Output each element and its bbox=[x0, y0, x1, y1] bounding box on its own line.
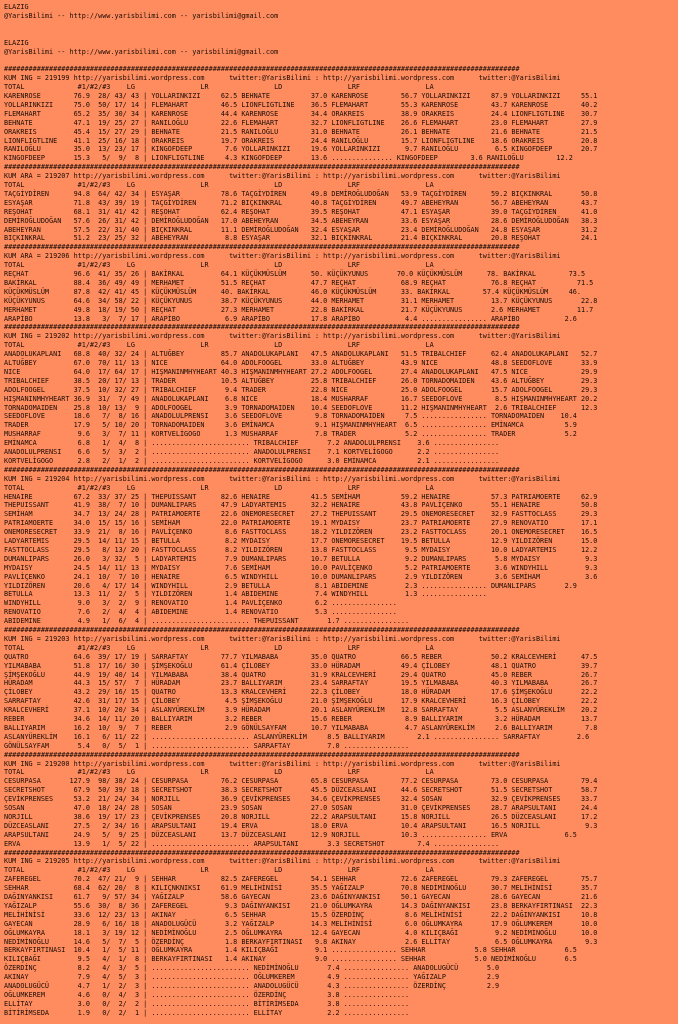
text-line: SEMİHAM 34.7 13/ 24/ 28 | PATRIAMOERTE 22.6 ONEMORESECRET 27.2 THEPUISSANT 29.5 ONEMORESECRET 32.9 FASTTOCLASS 29.3 bbox=[4, 510, 598, 519]
text-line: ZAFEREGEL 70.2 47/ 21/ 9 | SEHHAR 82.5 ZAFEREGEL 54.1 SEHHAR 72.6 ZAFEREGEL 79.3 ZAFEREGEL 75.7 bbox=[4, 875, 598, 884]
text-line: KUM ING = 219202 http://yarisbilimi.wordpress.com twitter:@YarisBilimi : http://yarisbilimi.wordpress.com twitter:@YarisBilimi bbox=[4, 332, 561, 341]
text-line: YOLLARINKIZI 75.0 50/ 17/ 14 | FLEMAHART 46.5 LIONFLIGTLINE 36.5 FLEMAHART 55.3 KARENROSE 43.7 KARENROSE 40.2 bbox=[4, 100, 598, 109]
text-line: AKINAY 7.9 4/ 5/ 3 | ........................ OĞLUMKEREM 4.9 ................ YAĞIZALP 2.9 bbox=[4, 973, 500, 982]
text-line: EMİNAMCA 6.8 1/ 4/ 8 | ........................ TRIBALCHIEF 7.2 ANADOLULPRENSI 3.6 ................ bbox=[4, 439, 500, 448]
text-line: ASLANYÜREKLİM 16.1 6/ 11/ 22 | ........................ ASLANYÜREKLİM 8.5 BALLIYARIM 2.1 ................ SARRAFTAY 2.6 bbox=[4, 732, 590, 741]
text-line: KUM ING = 219200 http://yarisbilimi.wordpress.com twitter:@YarisBilimi : http://yarisbilimi.wordpress.com twitter:@YarisBilimi bbox=[4, 759, 561, 768]
text-line: BETULLA 13.3 11/ 2/ 5 | YILDIZÖREN 1.4 ABIDEMINE 7.4 WINDYHILL 1.3 ................ bbox=[4, 590, 487, 599]
text-line: TOTAL #1/#2/#3 LG LR LD LRF LA bbox=[4, 483, 434, 492]
text-line: KUM ARA = 219207 http://yarisbilimi.wordpress.com twitter:@YarisBilimi : http://yarisbilimi.wordpress.com twitter:@YarisBilimi bbox=[4, 172, 561, 181]
text-line: BİTİRİMSEDA 1.9 0/ 2/ 1 | ........................ ELLİTAY 2.2 ................ bbox=[4, 1008, 410, 1017]
text-line: TOTAL #1/#2/#3 LG LR LD LRF LA bbox=[4, 83, 434, 92]
text-line: BALLIYARIM 16.2 10/ 9/ 7 | REBER 2.9 GÖNÜLSAYFAM 10.7 YILMABABA 4.7 ASLANYÜREKLİM 2.6 BALLIYARIM 7.8 bbox=[4, 723, 598, 732]
text-line: QUATRO 64.6 39/ 17/ 19 | SARRAFTAY 77.7 YILMABABA 35.0 QUATRO 66.5 REBER 50.2 KRALCEVHERİ 47.5 bbox=[4, 652, 598, 661]
text-line: ÖZERDİNÇ 8.2 4/ 3/ 5 | ........................ NEDİMİNOĞLU 7.4 ................ ANADOLUGÜCÜ 5.0 bbox=[4, 964, 500, 973]
text-line: ############################################################################################################################## bbox=[4, 848, 520, 857]
text-line: KINGOFDEEP 15.3 5/ 9/ 8 | LIONFLIGTLINE 4.3 KINGOFDEEP 13.6 ............... KINGOFDEEP 3.6 RANILOĞLU 12.2 bbox=[4, 154, 573, 163]
text-line: TOTAL #1/#2/#3 LG LR LD LRF LA bbox=[4, 866, 434, 875]
text-line: SOSAN 47.0 18/ 24/ 28 | SOSAN 23.9 SOSAN 27.0 SOSAN 31.0 ÇEVİKPRENSES 28.7 ARAPSULTANI 24.4 bbox=[4, 804, 598, 812]
text-line: ANADOLUKAPLANI 68.8 40/ 32/ 24 | ALTUĞBEY 85.7 ANADOLUKAPLANI 47.5 ANADOLUKAPLANI 51.5 TRIBALCHIEF 62.4 ANADOLUKAPLANI 52.7 bbox=[4, 350, 598, 359]
text-line: ############################################################################################################################## bbox=[4, 163, 520, 172]
text-line: TORNADOMAIDEN 25.8 10/ 13/ 9 | ADOLFOOGEL 3.9 TORNADOMAIDEN 10.4 SEEDOFLOVE 11.2 HIŞMANINMHYHEART 2.6 TRIBALCHIEF 12.3 bbox=[4, 403, 598, 412]
text-line: ELAZIG bbox=[4, 38, 29, 47]
text-line: ELAZIG bbox=[4, 3, 29, 11]
text-line: ESYAŞAR 71.8 43/ 39/ 19 | TAÇGİYDİREN 71.2 BIÇKINKRAL 40.8 TAÇGİYDİREN 49.7 ABEHEYRAN 56.7 ABEHEYRAN 43.7 bbox=[4, 198, 598, 207]
text-line: BIÇKINKRAL 51.2 23/ 25/ 32 | ABEHEYRAN 8.8 ESYAŞAR 32.1 BIÇKINKRAL 21.4 BIÇKINKRAL 20.8 REŞOHAT 24.1 bbox=[4, 234, 598, 243]
text-line: REŞOHAT 68.1 31/ 41/ 42 | REŞOHAT 62.4 REŞOHAT 39.5 REŞOHAT 47.1 ESYAŞAR 39.0 TAÇGİYDİREN 41.0 bbox=[4, 207, 598, 216]
text-line: DEMİROĞLUDOĞAN 57.6 26/ 31/ 42 | DEMİROĞLUDOĞAN 17.0 ABEHEYRAN 34.5 ABEHEYRAN 33.6 ESYAŞAR 28.6 DEMİROĞLUDOĞAN 38.3 bbox=[4, 216, 598, 225]
text-line: NORJILL 38.6 19/ 17/ 23 | ÇEVİKPRENSES 20.8 NORJILL 22.2 ARAPSULTANI 15.8 NORJILL 26.5 DÜZCEASLANI 17.2 bbox=[4, 812, 598, 821]
text-line: TOTAL #1/#2/#3 LG LR LD LRF LA bbox=[4, 768, 434, 777]
text-line: MYDAISY 24.5 14/ 11/ 13 | MYDAISY 7.6 SEMİHAM 10.0 PAVLİÇENKO 5.2 PATRIAMOERTE 3.6 WINDYHILL 9.3 bbox=[4, 563, 598, 572]
text-line: ABIDEMINE 4.9 1/ 6/ 4 | ........................ THEPUISSANT 1.7 ................ bbox=[4, 617, 410, 626]
text-line: MELİHİNİSİ 33.6 12/ 23/ 13 | AKINAY 6.5 SEHHAR 15.5 ÖZERDİNÇ 8.6 MELİHİNİSİ 22.2 DAĞINYANKISI 10.8 bbox=[4, 910, 598, 919]
text-line: KUM ARA = 219206 http://yarisbilimi.wordpress.com twitter:@YarisBilimi : http://yarisbilimi.wordpress.com twitter:@YarisBilimi bbox=[4, 252, 561, 261]
text-line: TOTAL #1/#2/#3 LG LR LD LRF LA bbox=[4, 341, 434, 350]
text-line: NICE 64.0 17/ 64/ 17 | HIŞMANINMHYHEART 40.3 HIŞMANINMHYHEART 27.2 ADOLFOOGEL 27.4 ANADOLUKAPLANI 47.5 NICE 29.9 bbox=[4, 367, 598, 376]
text-line: PATRIAMOERTE 34.0 15/ 15/ 16 | SEMİHAM 22.0 PATRIAMOERTE 19.1 MYDAISY 23.7 PATRIAMOERTE 27.9 RENOVATIO 17.1 bbox=[4, 519, 598, 528]
text-line: ORAKREIS 45.4 15/ 27/ 29 | BEHNATE 21.5 RANILOĞLU 31.0 BEHNATE 26.1 BEHNATE 21.6 BEHNATE 21.5 bbox=[4, 127, 598, 136]
text-line: RENOVATIO 7.6 2/ 4/ 4 | ABIDEMINE 1.4 RENOVATIO 5.3 ................ bbox=[4, 608, 397, 617]
text-line: KUM ING = 219204 http://yarisbilimi.wordpress.com twitter:@YarisBilimi : http://yarisbilimi.wordpress.com twitter:@YarisBilimi bbox=[4, 474, 561, 483]
text-line: ############################################################################################################################## bbox=[4, 323, 520, 332]
text-line: ############################################################################################################################## bbox=[4, 465, 520, 474]
text-line: ADOLFOOGEL 37.5 10/ 32/ 27 | TRIBALCHIEF 9.4 TRADER 22.8 NICE 25.0 ADOLFOOGEL 15.7 ADOLFOOGEL 29.3 bbox=[4, 385, 598, 394]
text-line: KRALCEVHERİ 37.1 10/ 20/ 34 | ASLANYÜREKLİM 3.9 HÜRADAM 20.1 ASLANYÜREKLİM 12.8 SARRAFTAY 5.5 ASLANYÜREKLİM 20.2 bbox=[4, 706, 598, 715]
text-line: YILDIZÖREN 20.6 4/ 17/ 14 | WINDYHILL 2.9 BETULLA 8.1 ABIDEMINE 2.3 ................ DUMANLIPARS 2.9 bbox=[4, 581, 577, 590]
text-line: BAKİRKAL 88.4 36/ 49/ 49 | MERHAMET 51.5 REÇHAT 47.7 REÇHAT 68.9 REÇHAT 76.8 REÇHAT 71.5 bbox=[4, 278, 594, 287]
text-line: LADYARTEMIS 29.5 14/ 11/ 15 | BETULLA 8.2 MYDAISY 17.7 ONEMORESECRET 19.5 BETULLA 12.9 YILDIZÖREN 15.0 bbox=[4, 537, 598, 545]
text-line: KUM ING = 219203 http://yarisbilimi.wordpress.com twitter:@YarisBilimi : http://yarisbilimi.wordpress.com twitter:@YarisBilimi bbox=[4, 634, 561, 643]
text-line: YILMABABA 51.8 17/ 16/ 30 | ŞİMŞEKOĞLU 61.4 ÇİLOBEY 33.0 HÜRADAM 49.4 ÇİLOBEY 48.1 QUATRO 39.7 bbox=[4, 661, 598, 670]
text-line: CESURPASA 127.9 98/ 38/ 24 | CESURPASA 76.2 CESURPASA 65.8 CESURPASA 77.2 CESURPASA 73.0 CESURPASA 79.4 bbox=[4, 777, 598, 786]
text-line: TRIBALCHIEF 38.5 20/ 17/ 13 | TRADER 10.5 ALTUĞBEY 25.8 TRIBALCHIEF 26.0 TORNADOMAIDEN 43.6 ALTUĞBEY 29.3 bbox=[4, 376, 598, 385]
text-line: REÇHAT 96.6 41/ 35/ 26 | BAKİRKAL 64.1 KÜÇÜKMÜSLÜM 50. KÜÇÜKYUNUS 70.0 KÜÇÜKMÜSLÜM 78. BAKİRKAL 73.5 bbox=[4, 270, 586, 278]
text-line: GAYECAN 28.9 6/ 16/ 18 | ANADOLUGÜCÜ 3.2 YAĞIZALP 14.3 MELİHİNİSİ 6.0 OĞLUMKAYRA 17.9 OĞLUMKEREM 10.0 bbox=[4, 919, 598, 928]
text-line: SARRAFTAY 42.6 31/ 17/ 15 | ÇİLOBEY 4.5 ŞİMŞEKOĞLU 21.0 ŞİMŞEKOĞLU 17.9 KRALCEVHERİ 16.3 ÇİLOBEY 22.2 bbox=[4, 697, 598, 706]
text-line: ÇİLOBEY 43.2 29/ 16/ 15 | QUATRO 13.3 KRALCEVHERİ 22.3 ÇİLOBEY 18.0 HÜRADAM 17.6 ŞİMŞEKOĞLU 22.2 bbox=[4, 688, 598, 697]
text-line: TRADER 17.9 5/ 10/ 20 | TORNADOMAIDEN 3.6 EMİNAMCA 9.1 HIŞMANINMHYHEART 6.5 ................ EMİNAMCA 5.9 bbox=[4, 421, 577, 430]
text-line: @YarisBilimi -- http://www.yarisbilimi.com -- yarisbilimi@gmail.com bbox=[4, 11, 279, 20]
text-line: DUMANLIPARS 26.0 3/ 32/ 5 | LADYARTEMIS 7.9 DUMANLIPARS 10.7 BETULLA 9.2 DUMANLIPARS 5.8 MYDAISY 9.3 bbox=[4, 554, 598, 563]
text-line: ALTUĞBEY 67.0 70/ 11/ 13 | NICE 64.0 ADOLFOOGEL 33.0 ALTUĞBEY 43.9 NICE 48.8 SEEDOFLOVE 33.9 bbox=[4, 359, 598, 367]
text-line: DAĞINYANKISI 61.7 9/ 57/ 34 | YAĞIZALP 58.6 GAYECAN 23.6 DAĞINYANKISI 50.1 GAYECAN 28.6 GAYECAN 21.6 bbox=[4, 893, 598, 901]
text-line: MUSHARRAF 9.6 3/ 7/ 11 | KORTVELİGOGO 1.3 MUSHARRAF 7.8 TRADER 5.2 ................ TRADER 5.2 bbox=[4, 430, 577, 439]
text-line: ELLİTAY 3.0 0/ 2/ 2 | ........................ BİTİRİMSEDA 3.8 ................ bbox=[4, 999, 410, 1008]
text-line: HIŞMANINMHYHEART 36.9 31/ 7/ 49 | ANADOLUKAPLANI 6.8 NICE 18.4 MUSHARRAF 16.7 SEEDOFLOVE 8.5 HIŞMANINMHYHEART 20.2 bbox=[4, 394, 598, 403]
text-line: TOTAL #1/#2/#3 LG LR LD LRF LA bbox=[4, 181, 434, 189]
text-line: KÜÇÜKYUNUS 64.6 34/ 58/ 22 | KÜÇÜKYUNUS 38.7 KÜÇÜKYUNUS 44.0 MERHAMET 31.1 MERHAMET 13.7 KÜÇÜKYUNUS 22.8 bbox=[4, 296, 598, 305]
text-line: ONEMORESECRET 33.9 21/ 8/ 16 | PAVLİÇENKO 8.6 FASTTOCLASS 18.2 YILDIZÖREN 23.2 FASTTOCLASS 20.1 ONEMORESECRET 16.5 bbox=[4, 528, 598, 537]
text-line: ŞİMŞEKOĞLU 44.9 19/ 40/ 14 | YILMABABA 38.4 QUATRO 31.9 KRALCEVHERİ 29.4 QUATRO 45.0 REBER 26.7 bbox=[4, 670, 598, 679]
text-line: ############################################################################################################################## bbox=[4, 626, 520, 634]
text-line: SECRETSHOT 67.9 50/ 39/ 18 | SECRETSHOT 38.3 SECRETSHOT 45.5 DÜZCEASLANI 44.6 SECRETSHOT 51.5 SECRETSHOT 58.7 bbox=[4, 786, 598, 795]
text-line: ANADOLUGÜCÜ 4.7 1/ 2/ 3 | ........................ ANADOLUGÜCÜ 4.3 ................ ÖZERDİNÇ 2.9 bbox=[4, 982, 500, 990]
text-line: HÜRADAM 44.3 15/ 57/ 7 | HÜRADAM 23.7 BALLIYARIM 23.4 SARRAFTAY 19.5 YILMABABA 40.3 YILMABABA 26.7 bbox=[4, 679, 598, 688]
text-line: OĞLUMKAYRA 18.1 3/ 19/ 12 | NEDİMİNOĞLU 2.5 OĞLUMKAYRA 12.4 GAYECAN 4.0 KILIÇBAĞI 9.2 NEDİMİNOĞLU 10.0 bbox=[4, 928, 598, 937]
text-line: PAVLİÇENKO 24.1 10/ 7/ 10 | HENAIRE 6.5 WINDYHILL 10.0 DUMANLIPARS 2.9 YILDIZÖREN 3.6 SEMİHAM 3.6 bbox=[4, 572, 598, 581]
text-line: @YarisBilimi -- http://www.yarisbilimi.com -- yarisbilimi@gmail.com bbox=[4, 47, 279, 56]
text-line: ANADOLULPRENSI 6.6 5/ 3/ 2 | ........................ ANADOLULPRENSI 7.1 KORTVELİGOGO 2.2 ................ bbox=[4, 448, 500, 456]
text-line: ARAPSULTANI 24.9 5/ 9/ 25 | DÜZCEASLANI 13.7 DÜZCEASLANI 12.9 NORJILL 10.3 ................ ERVA 6.5 bbox=[4, 830, 577, 839]
text-line: BERKAYFIRTINASI 10.4 1/ 5/ 11 | OĞLUMKAYRA 1.4 KILIÇBAĞI 9.1 ................ SEHHAR 5.8 SEHHAR 6.5 bbox=[4, 946, 577, 955]
text-line: ÇEVİKPRENSES 53.2 21/ 24/ 34 | NORJILL 36.9 ÇEVİKPRENSES 34.6 ÇEVİKPRENSES 32.4 SOSAN 32.9 ÇEVİKPRENSES 33.7 bbox=[4, 795, 598, 804]
text-line: SEEDOFLOVE 18.6 7/ 8/ 16 | ANADOLULPRENSI 3.6 SEEDOFLOVE 9.8 TORNADOMAIDEN 7.5 ................ TORNADOMAIDEN 10.4 bbox=[4, 412, 577, 421]
text-line: YAĞIZALP 55.6 30/ 8/ 36 | ZAFEREGEL 9.3 DAĞINYANKISI 21.0 OĞLUMKAYRA 14.3 DAĞINYANKISI 23.8 BERKAYFIRTINASI 22.3 bbox=[4, 901, 598, 910]
text-line: DÜZCEASLANI 27.5 2/ 34/ 16 | ARAPSULTANI 19.4 ERVA 18.0 ERVA 10.4 ARAPSULTANI 16.5 NORJILL 9.3 bbox=[4, 821, 598, 830]
text-line: ############################################################################################################################## bbox=[4, 750, 520, 759]
text-line: SEHHAR 68.4 62/ 20/ 8 | KILIÇNKNIKSI 61.9 MELİHİNİSİ 35.5 YAĞIZALP 70.8 NEDİMİNOĞLU 30.7 MELİHİNİSİ 35.7 bbox=[4, 884, 598, 893]
text-line: LIONFLIGTLINE 41.1 25/ 16/ 18 | ORAKREIS 19.7 ORAKREIS 24.4 RANILOĞLU 15.7 LIONFLIGTLINE 18.6 ORAKREIS 20.8 bbox=[4, 136, 598, 145]
text-line: ############################################################################################################################## bbox=[4, 65, 520, 74]
text-line: TAÇGİYDİREN 94.8 64/ 42/ 34 | ESYAŞAR 78.6 TAÇGİYDİREN 49.8 DEMİROĞLUDOĞAN 53.9 TAÇGİYDİREN 59.2 BIÇKINKRAL 50.8 bbox=[4, 189, 598, 198]
text-line: THEPUISSANT 41.9 38/ 7/ 10 | DUMANLIPARS 47.9 LADYARTEMIS 32.2 HENAIRE 43.8 PAVLİÇENKO 55.1 HENAIRE 50.8 bbox=[4, 501, 598, 510]
text-line: HENAIRE 67.2 33/ 37/ 25 | THEPUISSANT 82.6 HENAIRE 41.5 SEMİHAM 59.2 HENAIRE 57.3 PATRIAMOERTE 62.9 bbox=[4, 492, 598, 501]
text-line: FASTTOCLASS 29.5 8/ 13/ 20 | FASTTOCLASS 8.2 YILDIZÖREN 13.8 FASTTOCLASS 9.5 MYDAISY 10.0 LADYARTEMIS 12.2 bbox=[4, 545, 598, 554]
text-line: FLEMAHART 65.2 35/ 30/ 34 | KARENROSE 44.4 KARENROSE 34.4 ORAKREIS 38.9 ORAKREIS 24.4 LIONFLIGTLINE 30.7 bbox=[4, 109, 598, 118]
text-line: KILIÇBAĞI 9.5 4/ 1/ 8 | BERKAYFIRTINASI 1.4 AKINAY 9.0 ................ SEHHAR 5.0 NEDİMİNOĞLU 6.5 bbox=[4, 955, 577, 964]
text-line: ARAPİBO 13.8 3/ 7/ 17 | ARAPİBO 6.9 ARAPİBO 17.8 ARAPİBO 4.4 ................ ARAPİBO 2.6 bbox=[4, 314, 577, 323]
text-line: MERHAMET 49.8 18/ 19/ 50 | REÇHAT 27.3 MERHAMET 22.8 BAKİRKAL 21.7 KÜÇÜKYUNUS 2.6 MERHAMET 11.7 bbox=[4, 305, 594, 314]
text-line: ABEHEYRAN 57.5 22/ 31/ 40 | BIÇKINKRAL 11.1 DEMİROĞLUDOĞAN 32.4 ESYAŞAR 23.4 DEMİROĞLUDOĞAN 24.8 ESYAŞAR 31.2 bbox=[4, 225, 598, 234]
text-line: GÖNÜLSAYFAM 5.4 0/ 5/ 1 | ........................ SARRAFTAY 7.0 ................ bbox=[4, 741, 410, 750]
text-line: TOTAL #1/#2/#3 LG LR LD LRF LA bbox=[4, 261, 434, 270]
text-line: KUM ING = 219205 http://yarisbilimi.wordpress.com twitter:@YarisBilimi : http://yarisbilimi.wordpress.com twitter:@YarisBilimi bbox=[4, 857, 561, 866]
text-line: BEHNATE 47.1 19/ 25/ 27 | RANILOĞLU 22.6 FLEMAHART 32.7 LIONFLIGTLINE 26.6 FLEMAHART 23.0 FLEMAHART 27.9 bbox=[4, 118, 598, 127]
text-line: KÜÇÜKMÜSLÜM 87.8 42/ 41/ 45 | KÜÇÜKMÜSLÜM 40. BAKİRKAL 46.0 KÜÇÜKMÜSLÜM 33. BAKİRKAL 57.4 KÜÇÜKMÜSLÜM 46. bbox=[4, 287, 581, 296]
text-line: NEDİMİNOĞLU 14.6 5/ 7/ 5 | ÖZERDİNÇ 1.8 BERKAYFIRTINASI 9.8 AKINAY 2.6 ELLİTAY 6.5 OĞLUMKAYRA 9.3 bbox=[4, 937, 598, 946]
text-line: ############################################################################################################################## bbox=[4, 243, 520, 252]
text-line: REBER 34.6 14/ 11/ 20 | BALLIYARIM 3.2 REBER 15.6 REBER 8.9 BALLIYARIM 3.2 HÜRADAM 13.7 bbox=[4, 715, 598, 723]
text-line: WINDYHILL 9.0 3/ 2/ 9 | RENOVATIO 1.4 PAVLİÇENKO 6.2 ................ bbox=[4, 599, 397, 608]
text-line: KUM ING = 219199 http://yarisbilimi.wordpress.com twitter:@YarisBilimi : http://yarisbilimi.wordpress.com twitter:@YarisBilimi bbox=[4, 74, 561, 83]
text-line: OĞLUMKEREM 4.6 0/ 4/ 3 | ........................ ÖZERDİNÇ 3.8 ................ bbox=[4, 990, 410, 999]
text-line: ERVA 13.9 1/ 5/ 22 | ........................ ARAPSULTANI 3.3 SECRETSHOT 7.4 ................ bbox=[4, 839, 500, 848]
text-line: KORTVELİGOGO 2.8 2/ 1/ 2 | ........................ KORTVELİGOGO 3.0 EMİNAMCA 2.1 ................ bbox=[4, 456, 500, 465]
text-line: TOTAL #1/#2/#3 LG LR LD LRF LA bbox=[4, 643, 434, 652]
text-line: RANILOĞLU 35.0 13/ 23/ 17 | KINGOFDEEP 7.6 YOLLARINKIZI 19.6 YOLLARINKIZI 9.7 RANILOĞLU 6.5 KINGOFDEEP 20.7 bbox=[4, 145, 598, 154]
text-line: KARENROSE 76.9 28/ 43/ 43 | YOLLARINKIZI 62.5 BEHNATE 37.0 KARENROSE 56.7 YOLLARINKIZI 87.9 YOLLARINKIZI 55.1 bbox=[4, 92, 598, 100]
